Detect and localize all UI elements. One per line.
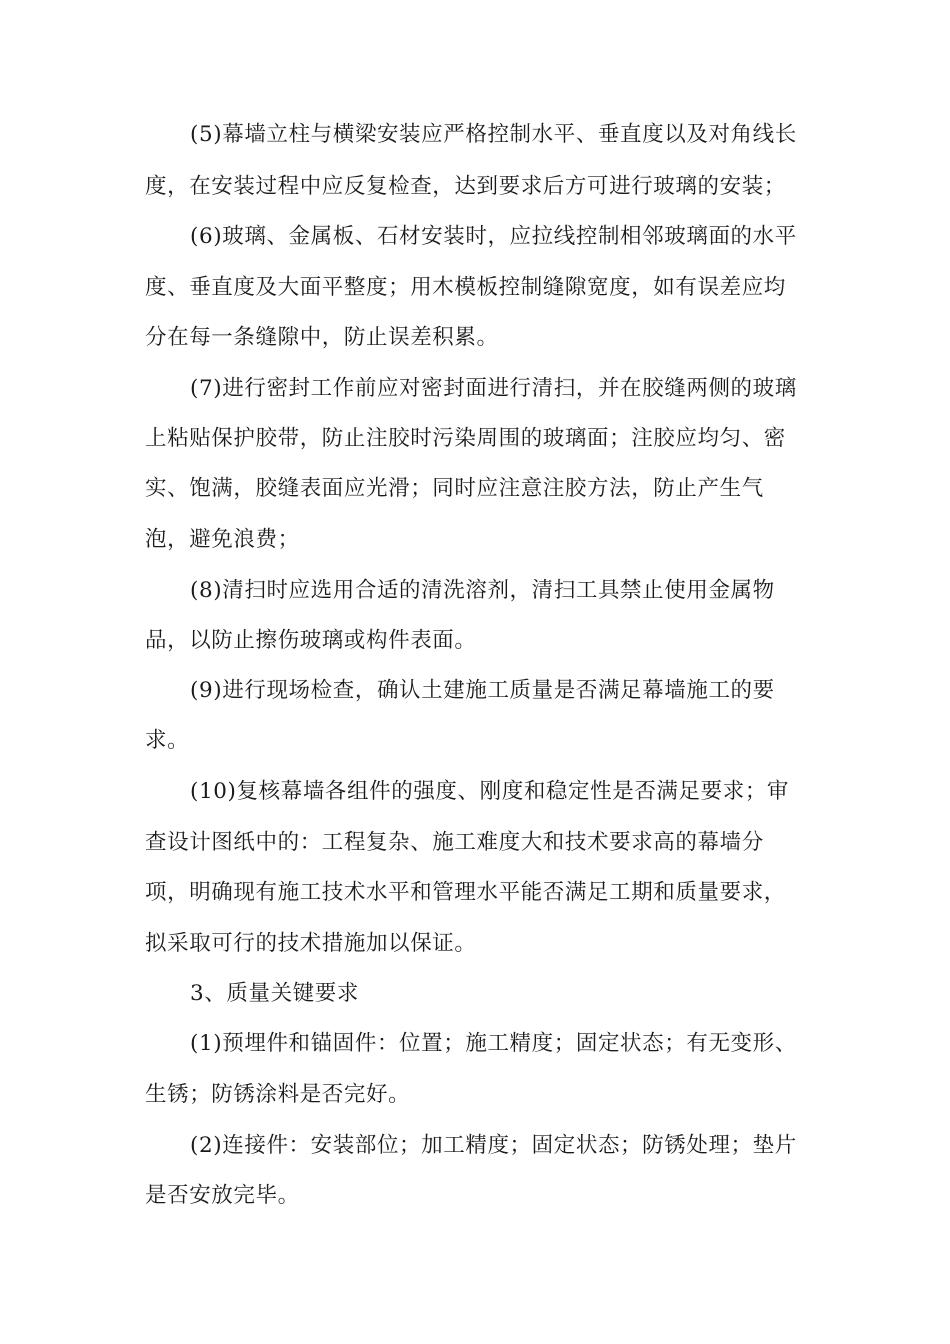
paragraph-10-line-3: 项，明确现有施工技术水平和管理水平能否满足工期和质量要求，: [145, 880, 786, 905]
paragraph-9-line-2: 求。: [145, 728, 190, 753]
key-item-2-line-2: 是否安放完毕。: [145, 1183, 300, 1208]
paragraph-5-line-1: (5)幕墙立柱与横梁安装应严格控制水平、垂直度以及对角线长: [190, 122, 797, 147]
key-item-2-line-1: (2)连接件：安装部位；加工精度；固定状态；防锈处理；垫片: [190, 1133, 797, 1158]
paragraph-7-line-1: (7)进行密封工作前应对密封面进行清扫，并在胶缝两侧的玻璃: [190, 376, 797, 401]
paragraph-7-line-4: 泡，避免浪费；: [145, 527, 300, 552]
paragraph-10-line-4: 拟采取可行的技术措施加以保证。: [145, 931, 477, 956]
paragraph-6-line-2: 度、垂直度及大面平整度；用木模板控制缝隙宽度，如有误差应均: [145, 275, 786, 300]
paragraph-10-line-1: (10)复核幕墙各组件的强度、刚度和稳定性是否满足要求；审: [190, 779, 790, 804]
paragraph-8-line-2: 品，以防止擦伤玻璃或构件表面。: [145, 628, 477, 653]
paragraph-7-line-3: 实、饱满，胶缝表面应光滑；同时应注意注胶方法，防止产生气: [145, 476, 764, 501]
key-item-1-line-2: 生锈；防锈涂料是否完好。: [145, 1082, 411, 1107]
key-item-1-line-1: (1)预埋件和锚固件：位置；施工精度；固定状态；有无变形、: [190, 1031, 797, 1056]
paragraph-6-line-3: 分在每一条缝隙中，防止误差积累。: [145, 325, 499, 350]
paragraph-8-line-1: (8)清扫时应选用合适的清洗溶剂，清扫工具禁止使用金属物: [190, 578, 775, 603]
paragraph-10-line-2: 查设计图纸中的：工程复杂、施工难度大和技术要求高的幕墙分: [145, 830, 764, 855]
paragraph-7-line-2: 上粘贴保护胶带，防止注胶时污染周围的玻璃面；注胶应均匀、密: [145, 426, 786, 451]
paragraph-9-line-1: (9)进行现场检查，确认土建施工质量是否满足幕墙施工的要: [190, 678, 775, 703]
section-heading: 3、质量关键要求: [190, 981, 359, 1006]
paragraph-5-line-2: 度，在安装过程中应反复检查，达到要求后方可进行玻璃的安装；: [145, 174, 786, 199]
paragraph-6-line-1: (6)玻璃、金属板、石材安装时，应拉线控制相邻玻璃面的水平: [190, 224, 797, 249]
